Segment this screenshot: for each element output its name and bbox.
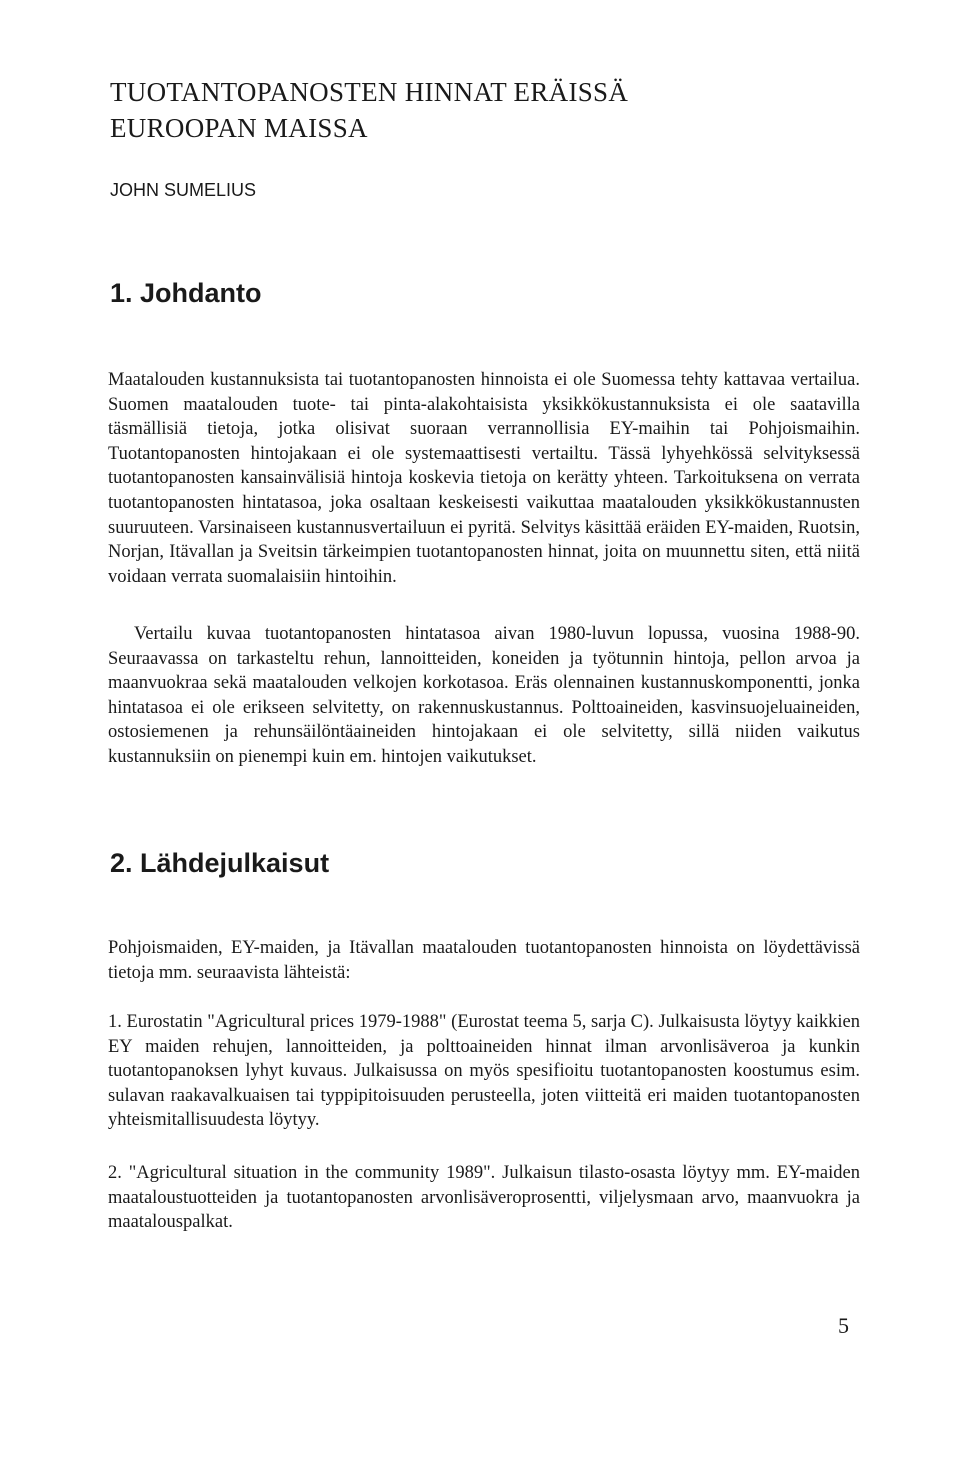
- title-line-2: EUROOPAN MAISSA: [110, 113, 368, 143]
- document-title: [110, 74, 870, 146]
- section-heading-introduction: 1. Johdanto: [110, 278, 262, 308]
- paragraph-introduction-2: Vertailu kuvaa tuotantopanosten hintatasoa aivan 1980-luvun lopussa, vuosina 1988-90. Seuraavassa on tarkasteltu rehun, lannoitteiden, koneiden ja työtunnin hintoja, pellon arvoa ja maanvuokraa sekä maatalouden velkojen korkotasoa. Eräs olennainen kustannuskomponentti, jonka hintatasoa ei ole erikseen selvitetty, on rakennuskustannus. Polttoaineiden, kasvinsuojeluaineiden, ostosiemenen ja rehunsäilöntäaineiden hintojakaan ei ole selvitetty, sillä niiden vaikutus kustannuksiin on pienempi kuin em. hintojen vaikutukset.: [108, 624, 860, 767]
- page-number: 5: [838, 1313, 849, 1338]
- paragraph-sources-intro: Pohjoismaiden, EY-maiden, ja Itävallan maatalouden tuotantopanosten hinnoista on löydettävissä tietoja mm. seuraavista lähteistä:: [108, 938, 860, 983]
- title-line-1: TUOTANTOPANOSTEN HINNAT ERÄISSÄ: [110, 77, 629, 107]
- section-heading-sources: 2. Lähdejulkaisut: [110, 848, 330, 878]
- paragraph-introduction-1: Maatalouden kustannuksista tai tuotantopanosten hinnoista ei ole Suomessa tehty kattavaa vertailua. Suomen maatalouden tuote- tai pinta-alakohtaisista yksikkökustannuksista ei ole saatavilla täsmällisiä tietoja, jotka olisivat suoraan verrannollisia EY-maihin tai Pohjoismaihin. Tuotantopanosten hintojakaan ei ole systemaattisesti vertailtu. Tässä lyhyehkössä selvityksessä tuotantopanosten kansainvälisiä hintoja koskevia tietoja on kerätty yhteen. Tarkoituksena on verrata tuotantopanosten hintatasoa, joka osaltaan keskeisesti vaikuttaa maatalouden yksikkökustannusten suuruuteen. Varsinaiseen kustannusvertailuun ei pyritä. Selvitys käsittää eräiden EY-maiden, Ruotsin, Norjan, Itävallan ja Sveitsin tärkeimpien tuotantopanosten hinnat, joita on muunnettu siten, että niitä voidaan verrata suomalaisiin hintoihin.: [108, 370, 860, 587]
- author-name: JOHN SUMELIUS: [110, 180, 257, 200]
- source-list-item-2: 2. "Agricultural situation in the community 1989". Julkaisun tilasto-osasta löytyy mm. EY-maiden maataloustuotteiden ja tuotantopanosten arvonlisäveroprosentti, viljelysmaan arvo, maanvuokra ja maatalouspalkat.: [108, 1163, 860, 1233]
- source-list-item-1: 1. Eurostatin "Agricultural prices 1979-1988" (Eurostat teema 5, sarja C). Julkaisusta löytyy kaikkien EY maiden rehujen, lannoitteiden, ja polttoaineiden hinnat ilman arvonlisäveroa ja kunkin tuotantopanoksen lyhyt kuvaus. Julkaisussa on myös spesifioitu tuotantopanosten koostumus esim. sulavan raakavalkuaisen tai typpipitoisuuden perusteella, joten viitteitä eri maiden tuotantopanosten yhteismitallisuudesta löytyy.: [108, 1012, 860, 1131]
